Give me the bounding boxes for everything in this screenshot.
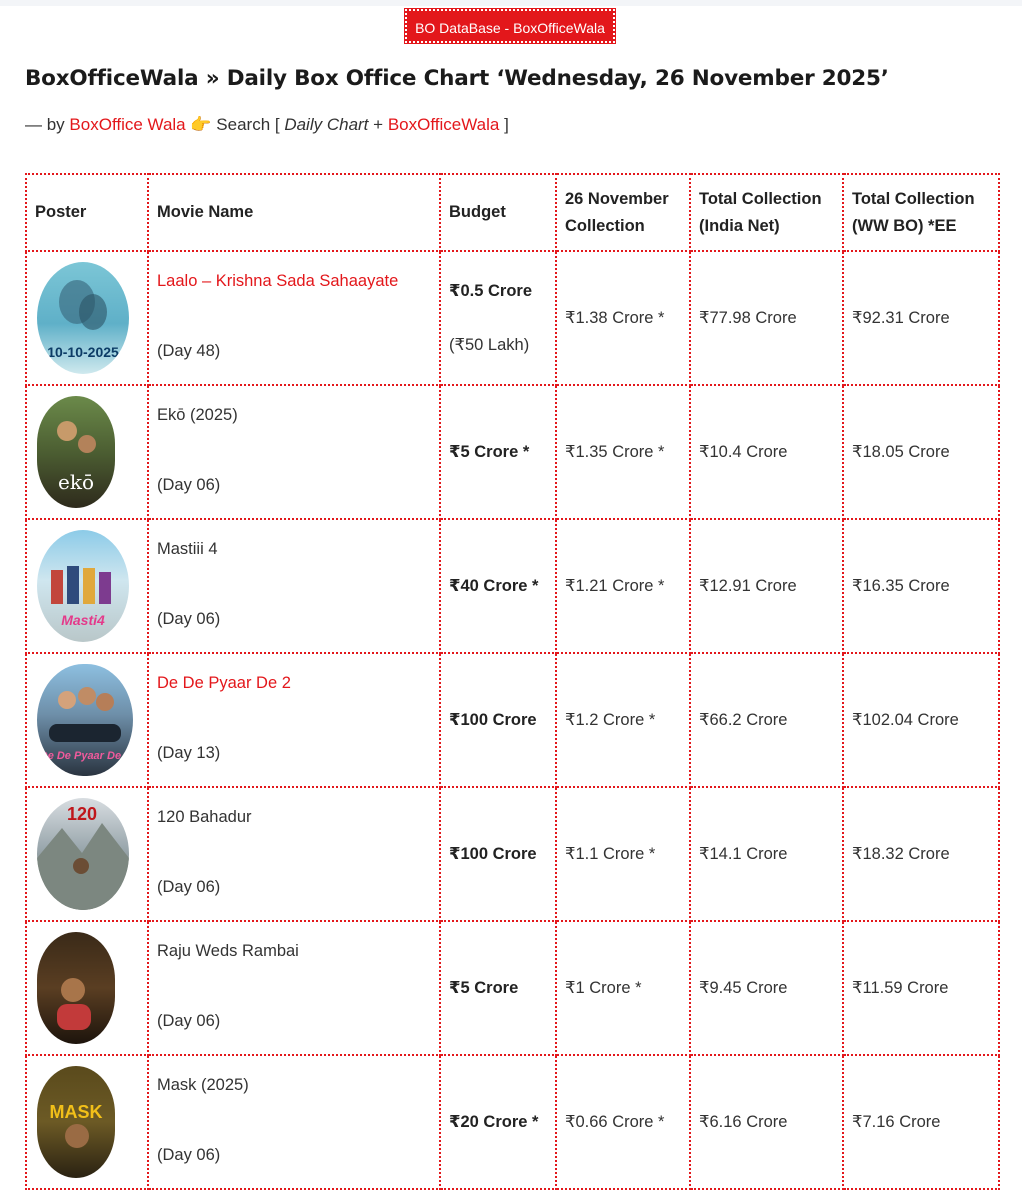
poster-cell: [26, 385, 148, 519]
header-daily-collection: 26 November Collection: [556, 174, 690, 251]
table-row: [26, 1055, 999, 1189]
box-office-table: [25, 173, 1000, 1190]
movie-day: (Day 06): [157, 1012, 221, 1030]
poster-art: [37, 932, 115, 1044]
ww-bo-cell: ₹16.35 Crore: [843, 519, 999, 653]
table-row: [26, 921, 999, 1055]
poster-cell: [26, 787, 148, 921]
ww-bo-cell: ₹92.31 Crore: [843, 251, 999, 385]
daily-collection-cell: ₹0.66 Crore *: [556, 1055, 690, 1189]
daily-collection-cell: ₹1.38 Crore *: [556, 251, 690, 385]
daily-collection-cell: ₹1.21 Crore *: [556, 519, 690, 653]
table-row: [26, 787, 999, 921]
movie-poster-image[interactable]: [37, 664, 133, 776]
budget-subvalue: (₹50 Lakh): [449, 336, 530, 354]
daily-collection-cell: ₹1 Crore *: [556, 921, 690, 1055]
header-ww-bo: Total Collection (WW BO) *EE: [843, 174, 999, 251]
india-net-cell: ₹12.91 Crore: [690, 519, 843, 653]
poster-cell: [26, 653, 148, 787]
table-row: [26, 385, 999, 519]
movie-day: (Day 06): [157, 476, 221, 494]
india-net-cell: ₹66.2 Crore: [690, 653, 843, 787]
budget-cell: [440, 1055, 556, 1189]
daily-collection-cell: ₹1.35 Crore *: [556, 385, 690, 519]
movie-name-cell: [148, 251, 440, 385]
ww-bo-cell: ₹11.59 Crore: [843, 921, 999, 1055]
movie-link[interactable]: De De Pyaar De 2: [157, 674, 291, 692]
movie-link[interactable]: Laalo – Krishna Sada Sahaayate: [157, 272, 399, 290]
page-title: BoxOfficeWala » Daily Box Office Chart ‘Wednesday, 26 November 2025’: [25, 66, 889, 91]
movie-poster-image[interactable]: [37, 1066, 115, 1178]
poster-label: 120: [67, 804, 98, 824]
budget-cell: [440, 519, 556, 653]
movie-name: 120 Bahadur: [157, 808, 252, 826]
poster-cell: [26, 921, 148, 1055]
plus-text: +: [373, 115, 384, 134]
ww-bo-cell: ₹18.05 Crore: [843, 385, 999, 519]
movie-poster-image[interactable]: [37, 262, 129, 374]
table-row: [26, 251, 999, 385]
budget-value: ₹100 Crore: [449, 845, 537, 863]
header-poster: Poster: [26, 174, 148, 251]
poster-label: ekō: [58, 470, 94, 494]
india-net-cell: ₹10.4 Crore: [690, 385, 843, 519]
movie-poster-image[interactable]: [37, 798, 129, 910]
poster-label: De De Pyaar De 2: [39, 750, 131, 762]
movie-day: (Day 06): [157, 878, 221, 896]
poster-cell: [26, 251, 148, 385]
pointing-hand-icon: 👉: [190, 115, 212, 134]
india-net-cell: ₹14.1 Crore: [690, 787, 843, 921]
ww-bo-cell: ₹102.04 Crore: [843, 653, 999, 787]
search-query: Daily Chart: [284, 115, 369, 134]
byline: [25, 115, 509, 135]
site-link[interactable]: BoxOfficeWala: [387, 115, 500, 134]
movie-name: Mastiii 4: [157, 540, 218, 558]
ww-bo-cell: ₹7.16 Crore: [843, 1055, 999, 1189]
movie-name-cell: [148, 1055, 440, 1189]
daily-collection-cell: ₹1.1 Crore *: [556, 787, 690, 921]
daily-collection-cell: ₹1.2 Crore *: [556, 653, 690, 787]
header-budget: Budget: [440, 174, 556, 251]
poster-cell: [26, 519, 148, 653]
india-net-cell: ₹9.45 Crore: [690, 921, 843, 1055]
budget-cell: [440, 385, 556, 519]
author-link[interactable]: BoxOffice Wala: [69, 115, 186, 134]
movie-day: (Day 06): [157, 1146, 221, 1164]
india-net-cell: ₹77.98 Crore: [690, 251, 843, 385]
movie-day: (Day 48): [157, 342, 221, 360]
budget-value: ₹100 Crore: [449, 711, 537, 729]
header-movie-name: Movie Name: [148, 174, 440, 251]
movie-name-cell: [148, 921, 440, 1055]
poster-label: MASK: [49, 1102, 103, 1122]
movie-poster-image[interactable]: [37, 530, 129, 642]
search-text: Search [: [216, 115, 280, 134]
movie-name-cell: [148, 385, 440, 519]
table-header-row: [26, 174, 999, 251]
top-strip: [0, 0, 1022, 6]
budget-value: ₹20 Crore *: [449, 1113, 539, 1131]
india-net-cell: ₹6.16 Crore: [690, 1055, 843, 1189]
budget-value: ₹0.5 Crore: [449, 282, 533, 300]
movie-name-cell: [148, 787, 440, 921]
movie-name: Mask (2025): [157, 1076, 249, 1094]
budget-value: ₹5 Crore: [449, 979, 519, 997]
movie-name: Raju Weds Rambai: [157, 942, 299, 960]
movie-name: Ekō (2025): [157, 406, 238, 424]
bracket-close: ]: [504, 115, 509, 134]
budget-cell: [440, 653, 556, 787]
movie-name-cell: [148, 519, 440, 653]
budget-value: ₹40 Crore *: [449, 577, 539, 595]
budget-value: ₹5 Crore *: [449, 443, 530, 461]
movie-poster-image[interactable]: [37, 396, 115, 508]
movie-name-cell: [148, 653, 440, 787]
header-india-net: Total Collection (India Net): [690, 174, 843, 251]
budget-cell: [440, 787, 556, 921]
byline-dash: — by: [25, 115, 65, 134]
budget-cell: [440, 251, 556, 385]
poster-label: 10-10-2025: [47, 344, 119, 360]
poster-cell: [26, 1055, 148, 1189]
movie-day: (Day 13): [157, 744, 221, 762]
movie-poster-image[interactable]: [37, 932, 115, 1044]
table-row: [26, 519, 999, 653]
movie-day: (Day 06): [157, 610, 221, 628]
database-badge-button[interactable]: BO DataBase - BoxOfficeWala: [405, 9, 615, 43]
table-row: [26, 653, 999, 787]
ww-bo-cell: ₹18.32 Crore: [843, 787, 999, 921]
poster-label: Masti4: [61, 612, 105, 628]
budget-cell: [440, 921, 556, 1055]
